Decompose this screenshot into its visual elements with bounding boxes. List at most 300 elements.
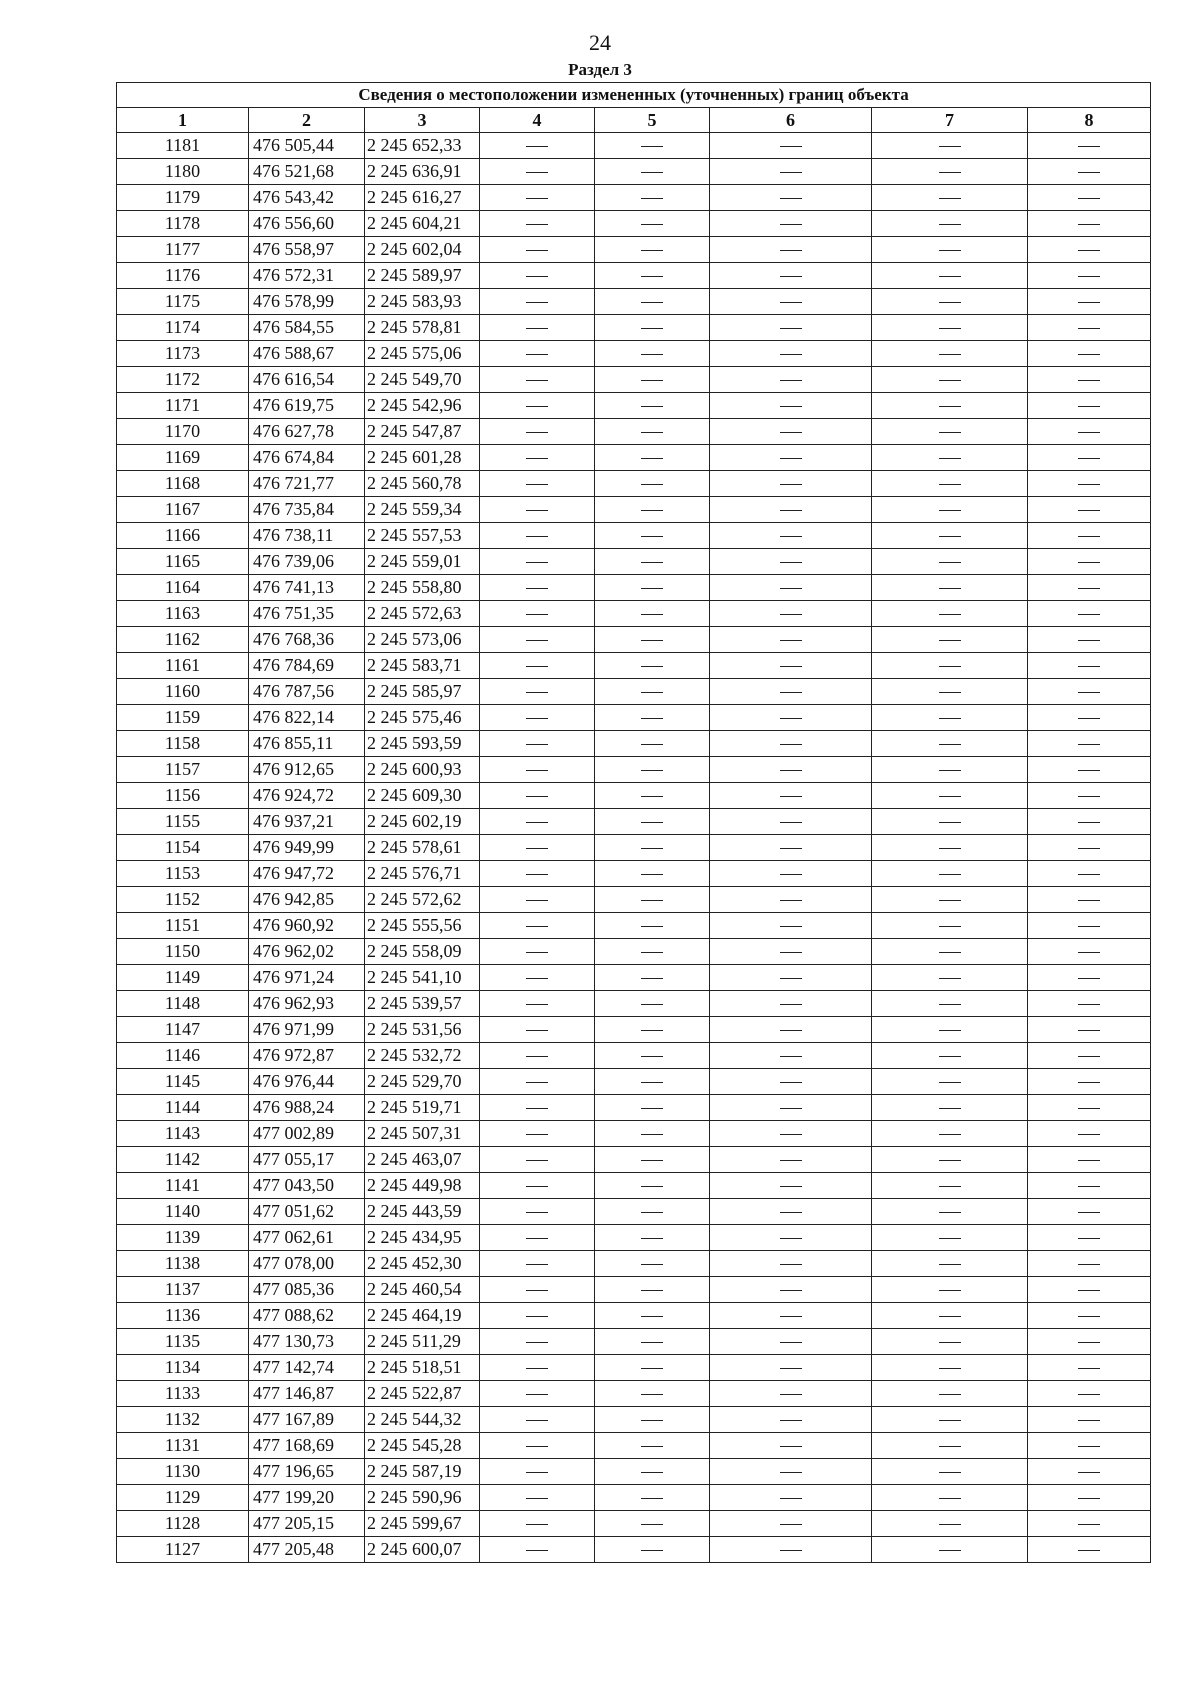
empty-value-cell bbox=[480, 1407, 595, 1433]
x-coordinate-cell: 477 085,36 bbox=[249, 1277, 365, 1303]
empty-value-cell bbox=[595, 523, 710, 549]
y-coordinate-cell: 2 245 575,06 bbox=[365, 341, 480, 367]
empty-value-cell bbox=[1028, 679, 1151, 705]
empty-value-cell bbox=[872, 731, 1028, 757]
table-row bbox=[117, 1381, 1151, 1407]
x-coordinate-cell: 477 205,15 bbox=[249, 1511, 365, 1537]
y-coordinate-cell: 2 245 539,57 bbox=[365, 991, 480, 1017]
dash-mark bbox=[641, 1316, 663, 1317]
dash-mark bbox=[939, 770, 961, 771]
dash-mark bbox=[939, 484, 961, 485]
empty-value-cell bbox=[595, 1355, 710, 1381]
table-row bbox=[117, 419, 1151, 445]
empty-value-cell bbox=[710, 341, 872, 367]
empty-value-cell bbox=[480, 1511, 595, 1537]
empty-value-cell bbox=[872, 263, 1028, 289]
y-coordinate-cell: 2 245 599,67 bbox=[365, 1511, 480, 1537]
table-row bbox=[117, 315, 1151, 341]
empty-value-cell bbox=[595, 809, 710, 835]
dash-mark bbox=[780, 1498, 802, 1499]
dash-mark bbox=[939, 1030, 961, 1031]
empty-value-cell bbox=[480, 1381, 595, 1407]
empty-value-cell bbox=[710, 549, 872, 575]
empty-value-cell bbox=[710, 1199, 872, 1225]
empty-value-cell bbox=[710, 1511, 872, 1537]
dash-mark bbox=[1078, 146, 1100, 147]
dash-mark bbox=[780, 1082, 802, 1083]
empty-value-cell bbox=[1028, 367, 1151, 393]
empty-value-cell bbox=[480, 731, 595, 757]
empty-value-cell bbox=[595, 705, 710, 731]
empty-value-cell bbox=[710, 731, 872, 757]
empty-value-cell bbox=[480, 263, 595, 289]
dash-mark bbox=[939, 1394, 961, 1395]
y-coordinate-cell: 2 245 559,34 bbox=[365, 497, 480, 523]
table-row bbox=[117, 1511, 1151, 1537]
dash-mark bbox=[526, 1420, 548, 1421]
dash-mark bbox=[1078, 1264, 1100, 1265]
point-number-cell: 1172 bbox=[117, 367, 249, 393]
empty-value-cell bbox=[595, 601, 710, 627]
point-number-cell: 1167 bbox=[117, 497, 249, 523]
empty-value-cell bbox=[710, 1017, 872, 1043]
column-header: 7 bbox=[872, 108, 1028, 133]
table-row bbox=[117, 1017, 1151, 1043]
empty-value-cell bbox=[710, 913, 872, 939]
x-coordinate-cell: 476 627,78 bbox=[249, 419, 365, 445]
dash-mark bbox=[1078, 796, 1100, 797]
empty-value-cell bbox=[480, 1277, 595, 1303]
dash-mark bbox=[1078, 640, 1100, 641]
dash-mark bbox=[780, 172, 802, 173]
y-coordinate-cell: 2 245 519,71 bbox=[365, 1095, 480, 1121]
x-coordinate-cell: 476 784,69 bbox=[249, 653, 365, 679]
empty-value-cell bbox=[480, 159, 595, 185]
dash-mark bbox=[1078, 1004, 1100, 1005]
y-coordinate-cell: 2 245 532,72 bbox=[365, 1043, 480, 1069]
point-number-cell: 1180 bbox=[117, 159, 249, 185]
empty-value-cell bbox=[480, 1251, 595, 1277]
dash-mark bbox=[1078, 406, 1100, 407]
x-coordinate-cell: 476 971,24 bbox=[249, 965, 365, 991]
empty-value-cell bbox=[872, 1173, 1028, 1199]
empty-value-cell bbox=[872, 1069, 1028, 1095]
table-row bbox=[117, 1459, 1151, 1485]
dash-mark bbox=[526, 718, 548, 719]
empty-value-cell bbox=[872, 367, 1028, 393]
empty-value-cell bbox=[710, 445, 872, 471]
empty-value-cell bbox=[595, 1017, 710, 1043]
dash-mark bbox=[1078, 1160, 1100, 1161]
x-coordinate-cell: 476 588,67 bbox=[249, 341, 365, 367]
empty-value-cell bbox=[595, 757, 710, 783]
empty-value-cell bbox=[480, 991, 595, 1017]
empty-value-cell bbox=[872, 1251, 1028, 1277]
dash-mark bbox=[780, 1186, 802, 1187]
dash-mark bbox=[1078, 1082, 1100, 1083]
empty-value-cell bbox=[1028, 965, 1151, 991]
dash-mark bbox=[1078, 1394, 1100, 1395]
dash-mark bbox=[1078, 1550, 1100, 1551]
empty-value-cell bbox=[595, 1147, 710, 1173]
dash-mark bbox=[780, 692, 802, 693]
empty-value-cell bbox=[595, 783, 710, 809]
table-row bbox=[117, 653, 1151, 679]
empty-value-cell bbox=[710, 887, 872, 913]
dash-mark bbox=[939, 848, 961, 849]
dash-mark bbox=[641, 1108, 663, 1109]
x-coordinate-cell: 476 721,77 bbox=[249, 471, 365, 497]
empty-value-cell bbox=[872, 1277, 1028, 1303]
empty-value-cell bbox=[1028, 991, 1151, 1017]
dash-mark bbox=[641, 1420, 663, 1421]
x-coordinate-cell: 477 205,48 bbox=[249, 1537, 365, 1563]
y-coordinate-cell: 2 245 522,87 bbox=[365, 1381, 480, 1407]
dash-mark bbox=[939, 328, 961, 329]
empty-value-cell bbox=[480, 1485, 595, 1511]
empty-value-cell bbox=[872, 809, 1028, 835]
x-coordinate-cell: 476 855,11 bbox=[249, 731, 365, 757]
dash-mark bbox=[939, 926, 961, 927]
y-coordinate-cell: 2 245 575,46 bbox=[365, 705, 480, 731]
dash-mark bbox=[641, 432, 663, 433]
y-coordinate-cell: 2 245 573,06 bbox=[365, 627, 480, 653]
dash-mark bbox=[1078, 276, 1100, 277]
x-coordinate-cell: 477 055,17 bbox=[249, 1147, 365, 1173]
empty-value-cell bbox=[1028, 1485, 1151, 1511]
y-coordinate-cell: 2 245 602,19 bbox=[365, 809, 480, 835]
dash-mark bbox=[526, 1394, 548, 1395]
empty-value-cell bbox=[595, 1121, 710, 1147]
table-row bbox=[117, 887, 1151, 913]
dash-mark bbox=[939, 562, 961, 563]
empty-value-cell bbox=[1028, 445, 1151, 471]
empty-value-cell bbox=[480, 1043, 595, 1069]
empty-value-cell bbox=[710, 835, 872, 861]
dash-mark bbox=[780, 1290, 802, 1291]
dash-mark bbox=[526, 1290, 548, 1291]
empty-value-cell bbox=[710, 757, 872, 783]
dash-mark bbox=[939, 276, 961, 277]
empty-value-cell bbox=[872, 1537, 1028, 1563]
table-row bbox=[117, 1303, 1151, 1329]
column-header: 3 bbox=[365, 108, 480, 133]
empty-value-cell bbox=[710, 1043, 872, 1069]
dash-mark bbox=[939, 952, 961, 953]
dash-mark bbox=[526, 1498, 548, 1499]
empty-value-cell bbox=[710, 419, 872, 445]
dash-mark bbox=[780, 1524, 802, 1525]
empty-value-cell bbox=[480, 497, 595, 523]
table-row bbox=[117, 1121, 1151, 1147]
empty-value-cell bbox=[872, 861, 1028, 887]
empty-value-cell bbox=[480, 1225, 595, 1251]
point-number-cell: 1136 bbox=[117, 1303, 249, 1329]
y-coordinate-cell: 2 245 652,33 bbox=[365, 133, 480, 159]
x-coordinate-cell: 477 167,89 bbox=[249, 1407, 365, 1433]
point-number-cell: 1130 bbox=[117, 1459, 249, 1485]
dash-mark bbox=[939, 354, 961, 355]
x-coordinate-cell: 476 619,75 bbox=[249, 393, 365, 419]
empty-value-cell bbox=[872, 1147, 1028, 1173]
dash-mark bbox=[780, 952, 802, 953]
empty-value-cell bbox=[1028, 1199, 1151, 1225]
dash-mark bbox=[780, 198, 802, 199]
empty-value-cell bbox=[595, 471, 710, 497]
dash-mark bbox=[1078, 1134, 1100, 1135]
dash-mark bbox=[641, 1446, 663, 1447]
empty-value-cell bbox=[1028, 1355, 1151, 1381]
point-number-cell: 1170 bbox=[117, 419, 249, 445]
table-row bbox=[117, 939, 1151, 965]
dash-mark bbox=[526, 1342, 548, 1343]
dash-mark bbox=[526, 848, 548, 849]
table-row bbox=[117, 1069, 1151, 1095]
empty-value-cell bbox=[872, 1459, 1028, 1485]
empty-value-cell bbox=[480, 575, 595, 601]
dash-mark bbox=[780, 224, 802, 225]
empty-value-cell bbox=[595, 497, 710, 523]
dash-mark bbox=[641, 562, 663, 563]
empty-value-cell bbox=[480, 757, 595, 783]
dash-mark bbox=[780, 874, 802, 875]
dash-mark bbox=[1078, 1186, 1100, 1187]
dash-mark bbox=[526, 1160, 548, 1161]
empty-value-cell bbox=[480, 549, 595, 575]
dash-mark bbox=[780, 302, 802, 303]
x-coordinate-cell: 476 584,55 bbox=[249, 315, 365, 341]
dash-mark bbox=[939, 302, 961, 303]
dash-mark bbox=[939, 1550, 961, 1551]
y-coordinate-cell: 2 245 560,78 bbox=[365, 471, 480, 497]
empty-value-cell bbox=[480, 419, 595, 445]
dash-mark bbox=[780, 1316, 802, 1317]
empty-value-cell bbox=[480, 1433, 595, 1459]
empty-value-cell bbox=[480, 1303, 595, 1329]
point-number-cell: 1148 bbox=[117, 991, 249, 1017]
dash-mark bbox=[526, 588, 548, 589]
dash-mark bbox=[780, 562, 802, 563]
empty-value-cell bbox=[1028, 861, 1151, 887]
dash-mark bbox=[780, 354, 802, 355]
empty-value-cell bbox=[710, 289, 872, 315]
dash-mark bbox=[939, 380, 961, 381]
point-number-cell: 1175 bbox=[117, 289, 249, 315]
y-coordinate-cell: 2 245 558,09 bbox=[365, 939, 480, 965]
dash-mark bbox=[939, 1108, 961, 1109]
table-row bbox=[117, 965, 1151, 991]
table-row bbox=[117, 705, 1151, 731]
x-coordinate-cell: 476 751,35 bbox=[249, 601, 365, 627]
dash-mark bbox=[1078, 1290, 1100, 1291]
y-coordinate-cell: 2 245 557,53 bbox=[365, 523, 480, 549]
x-coordinate-cell: 476 912,65 bbox=[249, 757, 365, 783]
empty-value-cell bbox=[1028, 1537, 1151, 1563]
dash-mark bbox=[780, 432, 802, 433]
y-coordinate-cell: 2 245 460,54 bbox=[365, 1277, 480, 1303]
empty-value-cell bbox=[1028, 159, 1151, 185]
point-number-cell: 1178 bbox=[117, 211, 249, 237]
y-coordinate-cell: 2 245 452,30 bbox=[365, 1251, 480, 1277]
empty-value-cell bbox=[872, 1017, 1028, 1043]
dash-mark bbox=[939, 1264, 961, 1265]
empty-value-cell bbox=[1028, 315, 1151, 341]
empty-value-cell bbox=[480, 1095, 595, 1121]
x-coordinate-cell: 476 521,68 bbox=[249, 159, 365, 185]
dash-mark bbox=[1078, 822, 1100, 823]
point-number-cell: 1141 bbox=[117, 1173, 249, 1199]
empty-value-cell bbox=[480, 185, 595, 211]
dash-mark bbox=[939, 978, 961, 979]
x-coordinate-cell: 477 142,74 bbox=[249, 1355, 365, 1381]
empty-value-cell bbox=[872, 315, 1028, 341]
table-row bbox=[117, 1043, 1151, 1069]
dash-mark bbox=[1078, 874, 1100, 875]
x-coordinate-cell: 477 088,62 bbox=[249, 1303, 365, 1329]
empty-value-cell bbox=[872, 393, 1028, 419]
empty-value-cell bbox=[1028, 1329, 1151, 1355]
empty-value-cell bbox=[872, 1199, 1028, 1225]
table-row bbox=[117, 159, 1151, 185]
dash-mark bbox=[939, 718, 961, 719]
x-coordinate-cell: 477 043,50 bbox=[249, 1173, 365, 1199]
dash-mark bbox=[1078, 1368, 1100, 1369]
dash-mark bbox=[526, 926, 548, 927]
point-number-cell: 1171 bbox=[117, 393, 249, 419]
dash-mark bbox=[641, 380, 663, 381]
dash-mark bbox=[526, 1056, 548, 1057]
empty-value-cell bbox=[710, 1433, 872, 1459]
dash-mark bbox=[641, 1056, 663, 1057]
empty-value-cell bbox=[710, 159, 872, 185]
empty-value-cell bbox=[710, 1407, 872, 1433]
dash-mark bbox=[939, 250, 961, 251]
empty-value-cell bbox=[480, 133, 595, 159]
empty-value-cell bbox=[710, 185, 872, 211]
y-coordinate-cell: 2 245 507,31 bbox=[365, 1121, 480, 1147]
empty-value-cell bbox=[480, 1017, 595, 1043]
point-number-cell: 1132 bbox=[117, 1407, 249, 1433]
dash-mark bbox=[641, 1498, 663, 1499]
dash-mark bbox=[641, 1004, 663, 1005]
y-coordinate-cell: 2 245 601,28 bbox=[365, 445, 480, 471]
empty-value-cell bbox=[595, 1069, 710, 1095]
empty-value-cell bbox=[710, 237, 872, 263]
empty-value-cell bbox=[872, 1407, 1028, 1433]
empty-value-cell bbox=[872, 445, 1028, 471]
empty-value-cell bbox=[872, 887, 1028, 913]
dash-mark bbox=[641, 1160, 663, 1161]
table-row bbox=[117, 1173, 1151, 1199]
dash-mark bbox=[526, 198, 548, 199]
point-number-cell: 1140 bbox=[117, 1199, 249, 1225]
point-number-cell: 1166 bbox=[117, 523, 249, 549]
empty-value-cell bbox=[595, 1511, 710, 1537]
empty-value-cell bbox=[1028, 1121, 1151, 1147]
x-coordinate-cell: 477 078,00 bbox=[249, 1251, 365, 1277]
empty-value-cell bbox=[872, 1485, 1028, 1511]
empty-value-cell bbox=[480, 315, 595, 341]
x-coordinate-cell: 476 822,14 bbox=[249, 705, 365, 731]
dash-mark bbox=[780, 1212, 802, 1213]
dash-mark bbox=[1078, 614, 1100, 615]
table-row bbox=[117, 575, 1151, 601]
empty-value-cell bbox=[710, 653, 872, 679]
empty-value-cell bbox=[480, 627, 595, 653]
dash-mark bbox=[1078, 848, 1100, 849]
dash-mark bbox=[641, 1368, 663, 1369]
table-row bbox=[117, 601, 1151, 627]
empty-value-cell bbox=[1028, 835, 1151, 861]
point-number-cell: 1133 bbox=[117, 1381, 249, 1407]
dash-mark bbox=[641, 1134, 663, 1135]
dash-mark bbox=[526, 302, 548, 303]
dash-mark bbox=[780, 1030, 802, 1031]
dash-mark bbox=[780, 536, 802, 537]
empty-value-cell bbox=[710, 315, 872, 341]
table-row bbox=[117, 835, 1151, 861]
x-coordinate-cell: 476 937,21 bbox=[249, 809, 365, 835]
dash-mark bbox=[526, 822, 548, 823]
dash-mark bbox=[1078, 1342, 1100, 1343]
table-row bbox=[117, 861, 1151, 887]
dash-mark bbox=[526, 172, 548, 173]
empty-value-cell bbox=[710, 783, 872, 809]
empty-value-cell bbox=[710, 965, 872, 991]
dash-mark bbox=[780, 770, 802, 771]
empty-value-cell bbox=[710, 393, 872, 419]
empty-value-cell bbox=[595, 549, 710, 575]
x-coordinate-cell: 476 616,54 bbox=[249, 367, 365, 393]
empty-value-cell bbox=[710, 809, 872, 835]
dash-mark bbox=[641, 250, 663, 251]
empty-value-cell bbox=[480, 783, 595, 809]
table-row bbox=[117, 1277, 1151, 1303]
dash-mark bbox=[1078, 510, 1100, 511]
table-row bbox=[117, 1407, 1151, 1433]
dash-mark bbox=[780, 796, 802, 797]
table-row bbox=[117, 1199, 1151, 1225]
x-coordinate-cell: 476 787,56 bbox=[249, 679, 365, 705]
point-number-cell: 1154 bbox=[117, 835, 249, 861]
dash-mark bbox=[780, 406, 802, 407]
dash-mark bbox=[939, 510, 961, 511]
point-number-cell: 1145 bbox=[117, 1069, 249, 1095]
dash-mark bbox=[780, 1368, 802, 1369]
dash-mark bbox=[641, 666, 663, 667]
dash-mark bbox=[526, 380, 548, 381]
point-number-cell: 1177 bbox=[117, 237, 249, 263]
dash-mark bbox=[1078, 666, 1100, 667]
dash-mark bbox=[526, 562, 548, 563]
table-row bbox=[117, 185, 1151, 211]
point-number-cell: 1147 bbox=[117, 1017, 249, 1043]
dash-mark bbox=[1078, 458, 1100, 459]
empty-value-cell bbox=[872, 757, 1028, 783]
empty-value-cell bbox=[1028, 809, 1151, 835]
empty-value-cell bbox=[595, 211, 710, 237]
point-number-cell: 1168 bbox=[117, 471, 249, 497]
empty-value-cell bbox=[872, 913, 1028, 939]
point-number-cell: 1181 bbox=[117, 133, 249, 159]
x-coordinate-cell: 476 738,11 bbox=[249, 523, 365, 549]
empty-value-cell bbox=[480, 1459, 595, 1485]
point-number-cell: 1128 bbox=[117, 1511, 249, 1537]
dash-mark bbox=[526, 354, 548, 355]
dash-mark bbox=[1078, 250, 1100, 251]
y-coordinate-cell: 2 245 578,81 bbox=[365, 315, 480, 341]
table-row bbox=[117, 1485, 1151, 1511]
